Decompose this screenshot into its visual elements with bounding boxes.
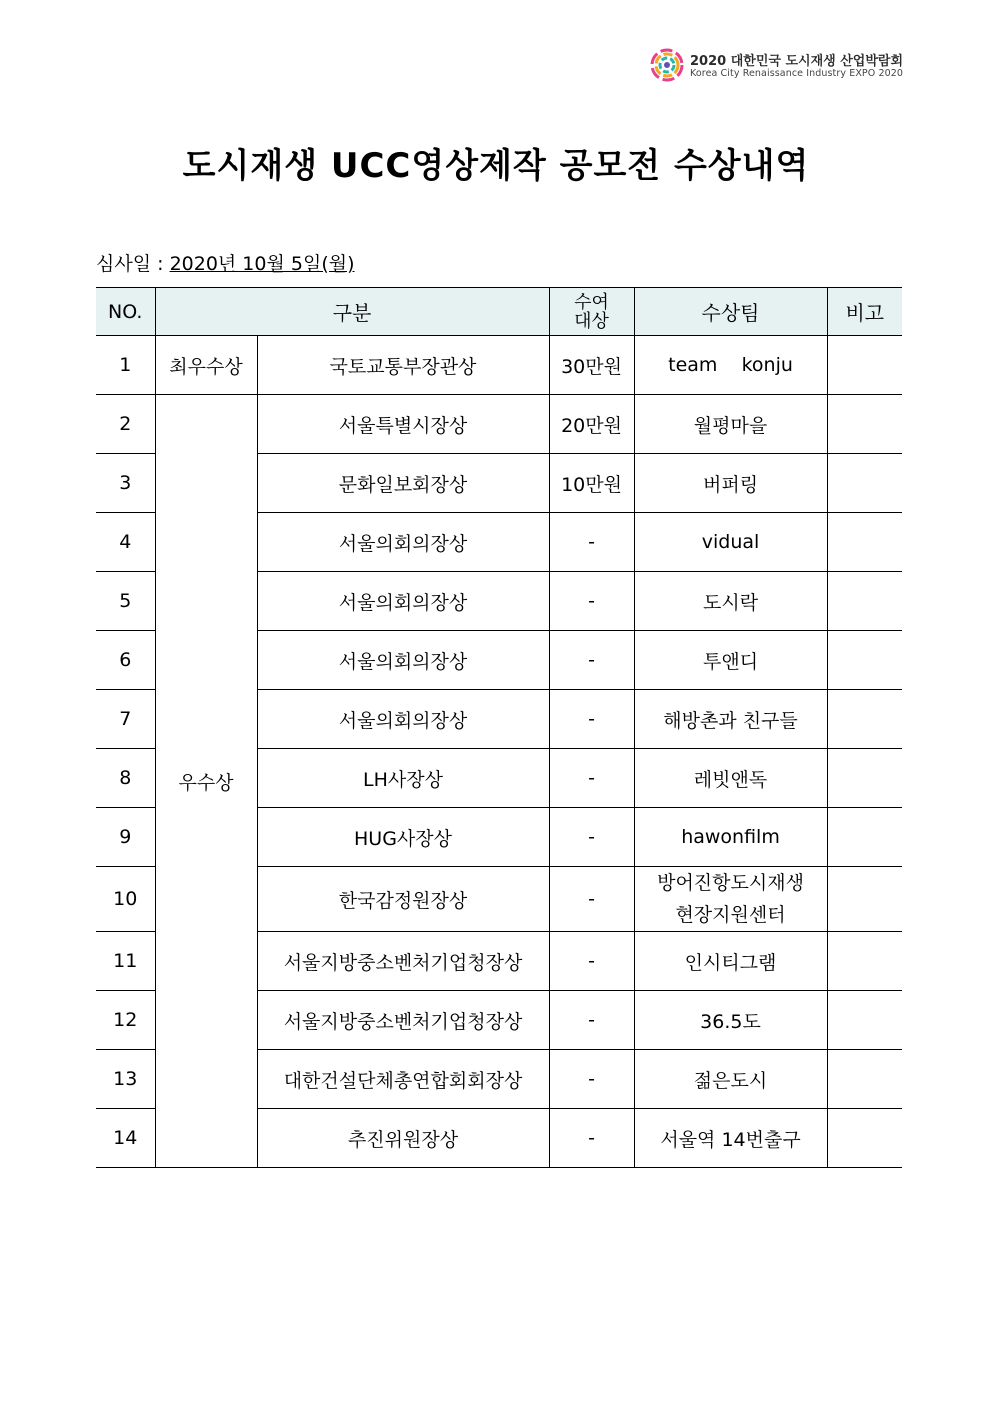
row-prize: - xyxy=(549,690,634,749)
row-team: 레빗앤독 xyxy=(634,749,827,808)
review-label: 심사일 : xyxy=(96,253,164,275)
row-note xyxy=(827,572,902,631)
row-prize: - xyxy=(549,1050,634,1109)
row-prize: - xyxy=(549,932,634,991)
row-no: 7 xyxy=(96,690,155,749)
row-team: team konju xyxy=(634,336,827,395)
row-team: 해방촌과 친구들 xyxy=(634,690,827,749)
logo-title: 2020 대한민국 도시재생 산업박람회 xyxy=(690,54,904,69)
row-note xyxy=(827,631,902,690)
row-no: 9 xyxy=(96,808,155,867)
row-note xyxy=(827,808,902,867)
row-prize: 30만원 xyxy=(549,336,634,395)
header-target-line1: 수여 xyxy=(574,291,609,313)
row-team-line1: 방어진항도시재생 xyxy=(657,872,804,894)
table-row xyxy=(96,336,902,395)
row-no: 14 xyxy=(96,1109,155,1168)
row-no: 1 xyxy=(96,336,155,395)
review-date: 2020년 10월 5일(월) xyxy=(169,253,355,275)
row-team: vidual xyxy=(634,513,827,572)
row-award: LH사장상 xyxy=(257,749,549,808)
row-note xyxy=(827,1050,902,1109)
row-no: 6 xyxy=(96,631,155,690)
row-note xyxy=(827,690,902,749)
row-note xyxy=(827,513,902,572)
row-no: 2 xyxy=(96,395,155,454)
header-target xyxy=(549,288,634,336)
row-prize: - xyxy=(549,513,634,572)
row-grade-merged: 우수상 xyxy=(155,395,257,1168)
row-team: hawonfilm xyxy=(634,808,827,867)
document-title: 도시재생 UCC영상제작 공모전 수상내역 xyxy=(182,146,810,186)
row-team-line2: 현장지원센터 xyxy=(675,904,786,926)
row-team: 월평마을 xyxy=(634,395,827,454)
row-award: 서울의회의장상 xyxy=(257,572,549,631)
row-no: 10 xyxy=(96,867,155,932)
expo-logo xyxy=(648,46,908,86)
table-header-row xyxy=(96,288,902,336)
row-award: HUG사장상 xyxy=(257,808,549,867)
row-team: 인시티그램 xyxy=(634,932,827,991)
row-award: 서울특별시장상 xyxy=(257,395,549,454)
row-note xyxy=(827,1109,902,1168)
row-note xyxy=(827,991,902,1050)
row-team: 투앤디 xyxy=(634,631,827,690)
row-prize: - xyxy=(549,749,634,808)
review-date-line xyxy=(96,249,355,276)
awards-table xyxy=(96,287,902,1168)
row-team: 젊은도시 xyxy=(634,1050,827,1109)
row-no: 11 xyxy=(96,932,155,991)
row-award: 대한건설단체총연합회회장상 xyxy=(257,1050,549,1109)
header-category: 구분 xyxy=(155,288,549,336)
row-prize: - xyxy=(549,808,634,867)
row-award: 추진위원장상 xyxy=(257,1109,549,1168)
row-award: 서울의회의장상 xyxy=(257,513,549,572)
row-prize: - xyxy=(549,631,634,690)
row-award: 서울지방중소벤처기업청장상 xyxy=(257,932,549,991)
row-note xyxy=(827,867,902,932)
row-note xyxy=(827,395,902,454)
row-no: 3 xyxy=(96,454,155,513)
row-award: 한국감정원장상 xyxy=(257,867,549,932)
row-note xyxy=(827,454,902,513)
row-team: 버퍼링 xyxy=(634,454,827,513)
row-award: 국토교통부장관상 xyxy=(257,336,549,395)
header-note: 비고 xyxy=(827,288,902,336)
row-team: 서울역 14번출구 xyxy=(634,1109,827,1168)
row-no: 4 xyxy=(96,513,155,572)
row-award: 문화일보회장상 xyxy=(257,454,549,513)
row-no: 8 xyxy=(96,749,155,808)
row-note xyxy=(827,749,902,808)
row-award: 서울지방중소벤처기업청장상 xyxy=(257,991,549,1050)
row-award: 서울의회의장상 xyxy=(257,690,549,749)
row-team xyxy=(634,867,827,932)
row-prize: - xyxy=(549,991,634,1050)
row-prize: - xyxy=(549,867,634,932)
row-note xyxy=(827,932,902,991)
row-no: 5 xyxy=(96,572,155,631)
row-team: 도시락 xyxy=(634,572,827,631)
row-prize: 10만원 xyxy=(549,454,634,513)
header-no: NO. xyxy=(96,288,155,336)
header-team: 수상팀 xyxy=(634,288,827,336)
row-no: 13 xyxy=(96,1050,155,1109)
row-grade: 최우수상 xyxy=(155,336,257,395)
table-row xyxy=(96,395,902,454)
header-target-line2: 대상 xyxy=(574,310,609,332)
row-prize: - xyxy=(549,1109,634,1168)
expo-ring-logo-icon xyxy=(648,46,686,84)
row-team: 36.5도 xyxy=(634,991,827,1050)
logo-subtitle: Korea City Renaissance Industry EXPO 2020 xyxy=(690,68,904,79)
row-award: 서울의회의장상 xyxy=(257,631,549,690)
row-note xyxy=(827,336,902,395)
row-prize: 20만원 xyxy=(549,395,634,454)
row-prize: - xyxy=(549,572,634,631)
row-no: 12 xyxy=(96,991,155,1050)
